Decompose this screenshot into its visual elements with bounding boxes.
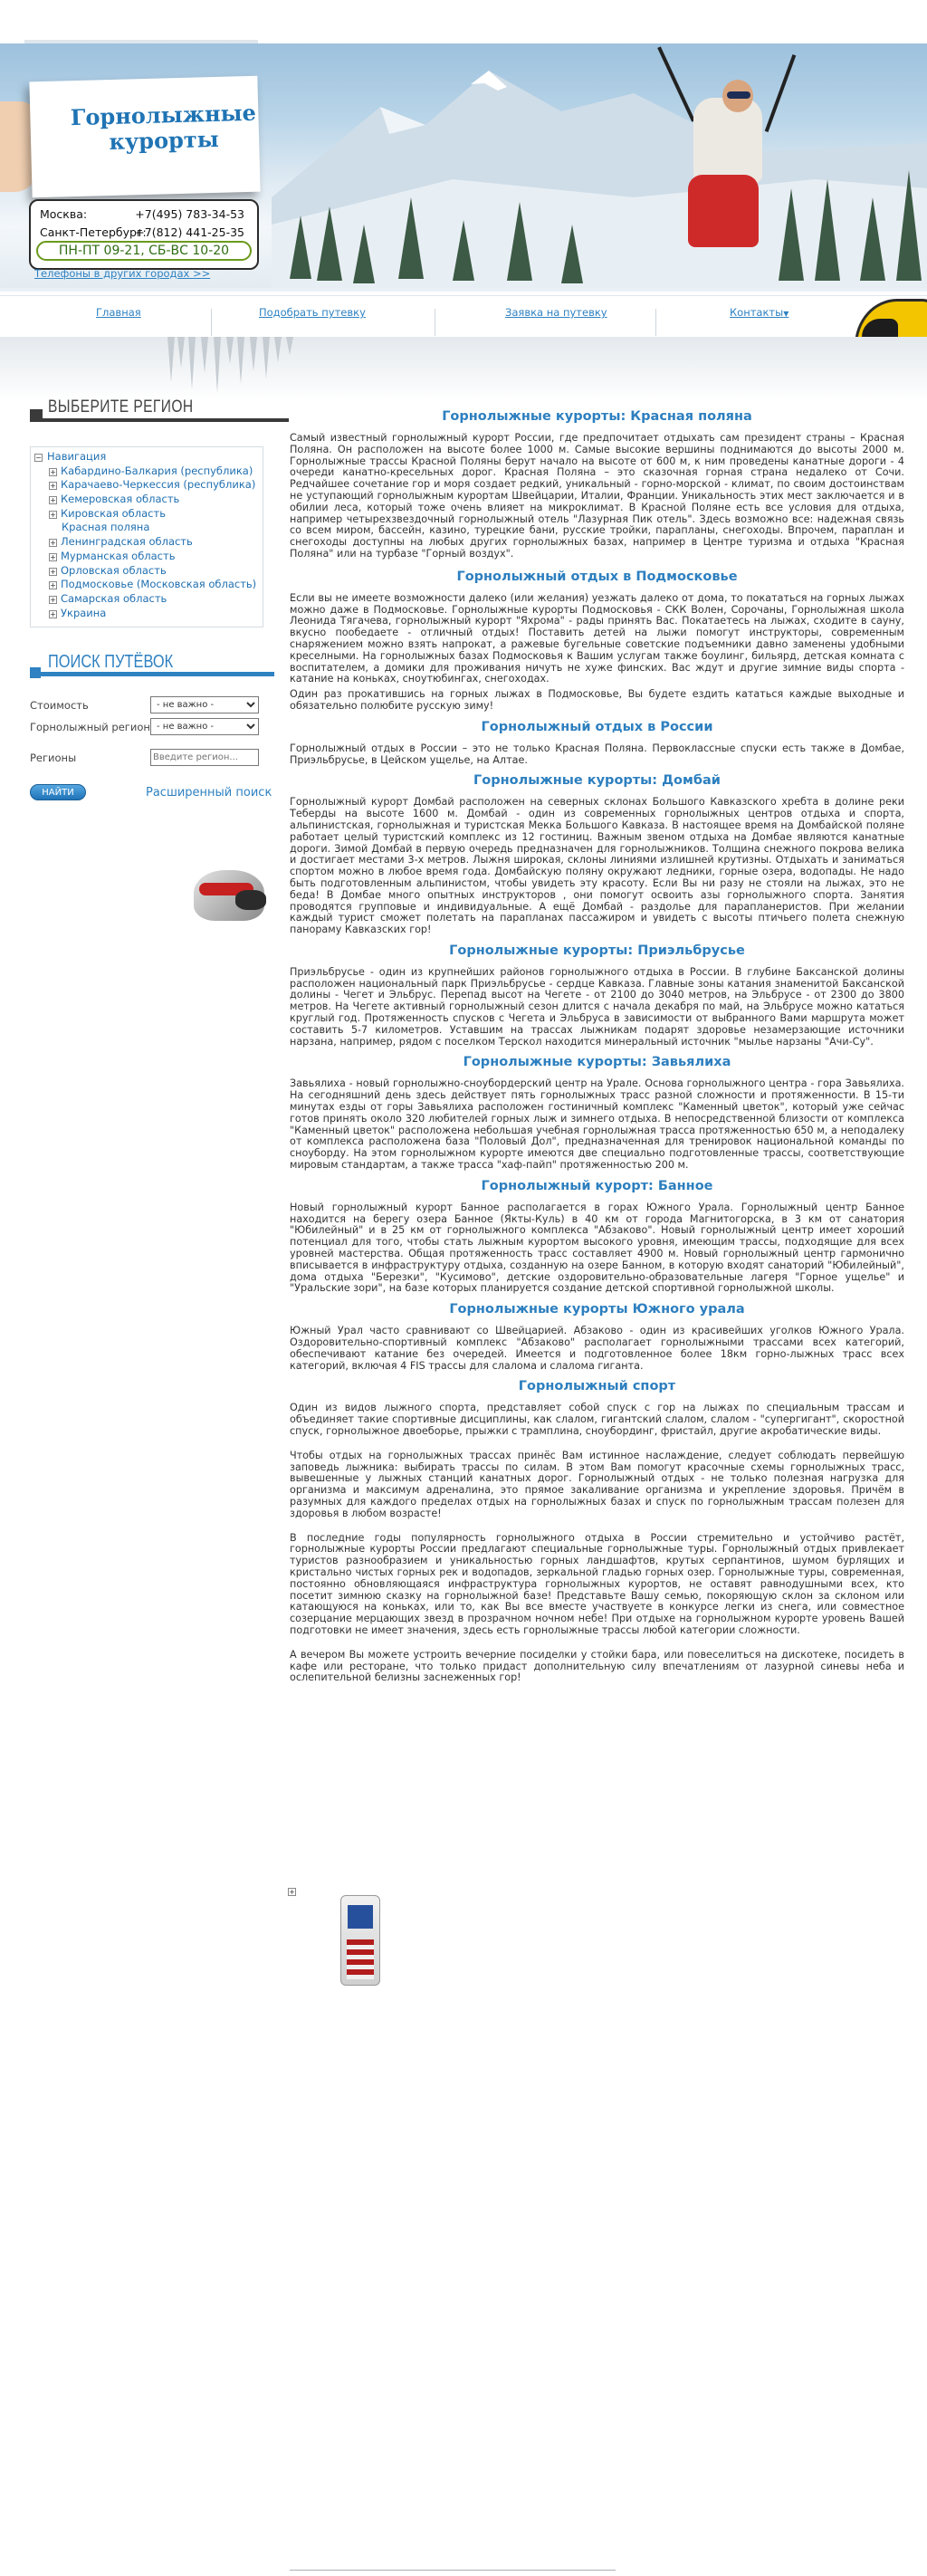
expand-icon[interactable]: +	[50, 581, 56, 590]
chevron-down-icon: ▼	[783, 310, 789, 318]
advanced-search-link[interactable]: Расширенный поиск	[146, 786, 272, 800]
expand-icon[interactable]: +	[289, 1888, 295, 1896]
contact-row-moscow	[38, 206, 250, 224]
tree-root-label[interactable]: Навигация	[47, 450, 107, 463]
tree-item-leningrad[interactable]	[34, 535, 259, 550]
tree-item-kirov[interactable]	[34, 507, 259, 522]
header-top-strip	[0, 0, 927, 43]
expand-icon[interactable]: +	[50, 510, 56, 519]
cost-row	[30, 695, 289, 715]
contact-city-label: Москва:	[40, 207, 88, 221]
section-paragraph: Один из видов лыжного спорта, представляет собой спуск с гор на лыжах по специальным трассам и объединяет такие спортивные дисциплины, как слалом, гигантский слалом, слалом - "супергигант", скоростной спуск, горнолыжное двоеборье, прыжки с трамплина, сноубординг, фристайл, другие акробатические виды.	[290, 1402, 904, 1437]
collapse-icon[interactable]: −	[35, 454, 42, 462]
expand-icon[interactable]: +	[50, 595, 56, 604]
section-title: Горнолыжный отдых в Подмосковье	[456, 569, 738, 584]
tree-item-label[interactable]: Кировская область	[61, 506, 166, 520]
section-paragraph: Один раз прокатившись на горных лыжах в Подмосковье, Вы будете ездить кататься каждые выходные и обязательно полюбите русскую зиму!	[290, 688, 904, 712]
expand-icon[interactable]: +	[50, 496, 56, 505]
region-tree	[30, 446, 263, 627]
section-title: Горнолыжные курорты: Завьялиха	[463, 1055, 731, 1070]
regions-input[interactable]	[150, 749, 259, 766]
tree-item-krasnaya-polyana[interactable]	[34, 521, 259, 535]
tree-item-label[interactable]: Мурманская область	[61, 549, 176, 562]
tree-item-ukraine[interactable]	[34, 607, 259, 621]
tree-item-samara[interactable]	[34, 592, 259, 607]
section-title: Горнолыжный отдых в России	[481, 719, 713, 734]
tree-item-murmansk[interactable]	[34, 550, 259, 564]
nav-tour-request[interactable]: Заявка на путевку	[505, 306, 607, 319]
contact-city-label: Санкт-Петербург:	[40, 225, 147, 239]
region-section-title	[30, 395, 289, 422]
nav-contacts[interactable]	[730, 306, 788, 319]
ski-helmet-image	[190, 865, 273, 928]
tree-item-label[interactable]: Орловская область	[61, 563, 167, 577]
ski-region-row	[30, 717, 289, 737]
tree-item-kemerovo[interactable]	[34, 493, 259, 507]
icicles-decoration	[0, 337, 927, 400]
section-title: Горнолыжные курорты: Приэльбрусье	[449, 943, 745, 958]
tree-item-orel[interactable]	[34, 564, 259, 579]
tree-item-label[interactable]: Кабардино-Балкария (республика)	[61, 464, 253, 477]
section-title: Горнолыжные курорты: Домбай	[473, 773, 721, 789]
main-navigation	[0, 295, 927, 337]
contact-phone: +7(812) 441-25-35	[135, 225, 244, 239]
expand-icon[interactable]: +	[50, 609, 56, 618]
tour-search-title	[30, 652, 289, 681]
logo-card[interactable]	[29, 76, 260, 198]
tree-root[interactable]	[34, 450, 259, 464]
search-title-text: ПОИСК ПУТЁВОК	[48, 652, 174, 672]
mobile-phone-image	[340, 1895, 380, 1986]
contact-phones-box	[29, 199, 259, 270]
expand-icon[interactable]: +	[50, 552, 56, 561]
region-title-text: ВЫБЕРИТЕ РЕГИОН	[48, 397, 194, 417]
find-button[interactable]: НАЙТИ	[30, 784, 86, 800]
tree-item-label[interactable]: Кемеровская область	[61, 493, 180, 506]
section-paragraph: Самый известный горнолыжный курорт России, где предпочитает отдыхать сам президент страны – Красная Поляна. Он расположен на высоте более 1000 м. Самые высокие вершины поднимаются до высоты 2000 м. Горнолыжные трассы Красной Поляны берут начало на высоте от 600 м, к ним проведены канатные дороги - 4 очереди канатно-кресельных дорог. Красная Поляна – это сказочная горная страна недалеко от Сочи. Редчайшее сочетание гор и моря создает редкий, уникальный - горно-морской - климат, по своим достоинствам не уступающий горнолыжным курортам Швейцарии, Италии, Франции. Уникальность этих мест заключается и в обилии леса, который тоже очень влияет на микроклимат. В Красной Поляне есть все условия для отдыха, например четырехзвездочный горнолыжный отель "Лазурная Пик отель". Здесь возможно все: надежная связь со всем миром, бассейн, казино, турецкие бани, русские тройки, парапланы, снегоходы. Впрочем, параплан и снегоходы доступны на любых других горнолыжных базах, например в Центре туризма и отдыха "Красная Поляна" или на турбазе "Горный воздух".	[290, 432, 904, 560]
tree-item-label[interactable]: Украина	[61, 606, 107, 619]
contact-phone: +7(495) 783-34-53	[135, 207, 244, 221]
tree-item-label[interactable]: Самарская область	[61, 591, 167, 605]
section-paragraph: Чтобы отдых на горнолыжных трассах принёс Вам истинное наслаждение, следует соблюдать первейшую заповедь лыжника: выбирать трассы по силам. В этом Вам помогут красочные схемы горнолыжных трасс, вывешенные у лыжных станций канатных дорог. Горнолыжный отдых - не только полезная нагрузка для организма и максимум адреналина, это прямое закаливание организма и укрепление здоровья. Причём в разумных для каждого пределах отдых на горнолыжных базах и спуск по горнолыжным трассам полезен для здоровья в любом возрасте!	[290, 1449, 904, 1519]
regions-row	[30, 748, 289, 768]
tree-item-moscow-region[interactable]	[34, 578, 259, 592]
ski-region-select[interactable]	[150, 718, 259, 735]
section-paragraph: Горнолыжный курорт Домбай расположен на северных склонах Большого Кавказского хребта в долине реки Теберды на высоте 1600 м. Домбай - один из современных горнолыжных центров отдыха и спорта, альпинистская, горнолыжная и туристская Мекка Большого Кавказа. В настоящее время на Домбайской поляне работает целый туристский комплекс из 12 гостиниц. Важным звеном отдыха на Домбае являются канатные дороги. Зимой Домбай в первую очередь предназначен для горнолыжников. Толщина снежного покрова велика и достигает местами 3-х метров. Лыжня широкая, склоны линиями излишней крутизны. Отдыхать и заниматься спортом можно в любое время года. Домбайскую поляну окружают ледники, горные озера, водопады. Не надо быть подготовленным альпинистом, чтобы увидеть эту красоту. Если Вы ни разу не стояли на лыжах, это не беда! В Домбае много опытных инструкторов , они помогут освоить азы горнолыжного спорта. Занятия проводятся групповые и индивидуальные. А ещё Домбай - раздолье для парапланеристов. При желании каждый турист сможет полетать на парапланах пассажиром и увидеть с высоты птичьего полета снежную панораму Кавказских гор!	[290, 796, 904, 936]
tree-item-kabardino[interactable]	[34, 464, 259, 479]
site-header	[0, 0, 927, 292]
ski-region-label: Горнолыжный регион	[30, 721, 150, 733]
section-title: Горнолыжные курорты: Красная поляна	[442, 409, 752, 424]
tree-item-label[interactable]: Красная поляна	[62, 521, 150, 534]
site-logo-title: Горнолыжные курорты	[70, 99, 257, 156]
section-paragraph: Горнолыжный отдых в России – это не только Красная Поляна. Первоклассные спуски есть также в Домбае, Приэльбрусье, в Цейском ущелье, на Алтае.	[290, 742, 904, 766]
nav-contacts-label: Контакты	[730, 306, 784, 319]
tree-item-label[interactable]: Подмосковье (Московская область)	[61, 578, 257, 591]
section-paragraph: А вечером Вы можете устроить вечерние посиделки у стойки бара, или повеселиться на дискотеке, посидеть в кафе или ресторане, что только придаст дополнительную силу впечатлениям от лазурной синевы неба и ослепительной белизны заснеженных гор!	[290, 1648, 904, 1684]
section-title: Горнолыжный курорт: Банное	[481, 1178, 713, 1193]
regions-label: Регионы	[30, 752, 77, 764]
section-paragraph: Южный Урал часто сравнивают со Швейцарией. Абзаково - один из красивейших уголков Южного Урала. Оздоровительно-спортивный комплекс "Абзаково" располагает горнолыжными трассами всех категорий, обеспечивают катание без очередей. Имеется и подготовленное более 18км горно-лыжных трасс всех категорий, включая 4 FIS трассы для слалома и слалома гиганта.	[290, 1325, 904, 1372]
expand-icon[interactable]: +	[50, 467, 56, 476]
nav-pick-tour[interactable]: Подобрать путевку	[259, 306, 366, 319]
other-cities-phones-link[interactable]: Телефоны в других городах >>	[34, 267, 211, 280]
tree-item-karachaevo[interactable]	[34, 478, 259, 493]
section-title: Горнолыжный спорт	[518, 1379, 676, 1394]
expand-icon[interactable]: +	[50, 567, 56, 576]
contact-row-spb	[38, 224, 250, 242]
section-paragraph: Завьялиха - новый горнолыжно-сноубордерский центр на Урале. Основа горнолыжного центра - гора Завьялиха. На сегодняшний день здесь действует пять горнолыжных трасс разной сложности и протяженности. В 15-ти минутах езды от горы Завьялиха расположен гостиничный комплекс "Каменный цветок", который уже сейчас готов принять около 320 любителей горных лыж и зимнего отдыха. В непосредственной близости от комплекса "Каменный цветок" расположена небольшая учебная горнолыжная трасса протяженностью 650 м, а неподалеку от комплекса расположена база "Половый Дол", предназначенная для тренировок национальной команды по сноуборду. На этом горнолыжном курорте имеются две специально подготовленные трассы, соответствующие мировым стандартам, а также трасса "хаф-пайп" протяженностью 200 м.	[290, 1077, 904, 1172]
skier-illustration	[693, 98, 762, 184]
working-hours: ПН-ПТ 09-21, СБ-ВС 10-20	[36, 241, 252, 261]
section-paragraph: Если вы не имеете возможности далеко (или желания) уезжать далеко от дома, то покататься на горных лыжах можно даже в Подмосковье. Горнолыжные курорты Подмосковья - СКК Волен, Сорочаны, Горнолыжная школа Леонида Тягачева, горнолыжный курорт "Яхрома" - рады принять Вас. Покатаетесь на лыжах, сходите в сауну, вкусно пообедаете - отличный отдых! Поставить детей на лыжи помогут инструкторы, современным снаряжением можно взять напрокат, а ражевые бугельные советские подъемники давно заменены удобными креселными. На горнолыжных базах Подмосковья к Вашим услугам также боулинг, бильярд, детская комната с воспитателем, а домики для проживания ничуть не хуже финских. Вас ждут и другие зимние виды спорта - катание на коньках, сноутюбингах, снегоходах.	[290, 591, 904, 685]
expand-icon[interactable]: +	[50, 539, 56, 548]
section-paragraph: Приэльбрусье - один из крупнейших районов горнолыжного отдыха в России. В глубине Баксанской долины расположен национальный парк Приэльбрусье - сердце Кавказа. Главные зоны катания знаменитой Баксанской долины - Чегет и Эльбрус. Перепад высот на Чегете - от 2100 до 3040 метров, на Эльбрусе - от 2300 до 3800 метров. На Чегете активный горнолыжный сезон длится с начала декабря по май, на Эльбрусе можно кататься круглый год. Протяженность спусков с Чегета и Эльбруса в зависимости от выбранного Вами маршрута может составить 5-7 километров. Уставшим на трассах лыжникам подарят здоровье незамерзающие источники нарзана, например, рядом с поселком Терскол находится минеральный источник "мылье нарзаны "Ачи-Су".	[290, 965, 904, 1048]
section-paragraph: В последние годы популярность горнолыжного отдыха в России стремительно и устойчиво растёт, горнолыжные курорты России предлагают специальные горнолыжные туры. Горнолыжный отдых привлекает туристов разнообразием и уникальностью горных ландшафтов, крутых серпантинов, шумом бурлящих и кристально чистых горных рек и водопадов, зеркальной гладью горных озер. Горнолыжные туры, современная, постоянно обновляющаяся инфраструктура горнолыжных курортов, не оставят равнодушными всех, кто посетит зимнюю сказку на горнолыжной базе! Представьте Вашу семью, покоряющую склон за склоном или катающуюся на коньках, или то, как Вы все вместе участвуете в конкурсе легки из снега, или совместное созерцание мерцающих звезд в прозрачном ночном небе! При отдыхе на горнолыжном курорте уровень Вашей подготовки не имеет значения, здесь есть горнолыжные трассы любой категории сложности.	[290, 1531, 904, 1636]
tree-item-label[interactable]: Ленинградская область	[61, 535, 193, 549]
cost-select[interactable]	[150, 696, 259, 713]
section-title: Горнолыжные курорты Южного урала	[449, 1302, 745, 1317]
expand-icon[interactable]: +	[50, 482, 56, 491]
cost-label: Стоимость	[30, 699, 89, 712]
tree-item-label[interactable]: Карачаево-Черкессия (республика)	[61, 478, 256, 492]
nav-home[interactable]: Главная	[96, 306, 141, 319]
main-content	[290, 409, 904, 1688]
footer-divider	[290, 2570, 616, 2571]
section-paragraph: Новый горнолыжный курорт Банное располагается в горах Южного Урала. Горнолыжный центр Банное находится на берегу озера Банное (Якты-Куль) в 40 км от города Магнитогорска, в 3 км от санатория "Юбилейный" и в 25 км от горнолыжного комплекса "Абзаково". Новый горнолыжный центр имеет хороший потенциал для того, чтобы стать лыжным курортом высокого уровня, имеющим трассы, подходящие для всех уровней мастерства. Общая протяженность трасс составляет 4900 м. Новый горнолыжный центр гармонично вписывается в инфраструктуру отдыха, созданную на озере Банном, в которую входят санаторий "Юбилейный", дома отдыха "Березки", "Кусимово", детские оздоровительно-образовательные лагеря "Горное ущелье" и "Уральские зори", на базе которых планируется создание детской спортивной горнолыжной школы.	[290, 1201, 904, 1295]
